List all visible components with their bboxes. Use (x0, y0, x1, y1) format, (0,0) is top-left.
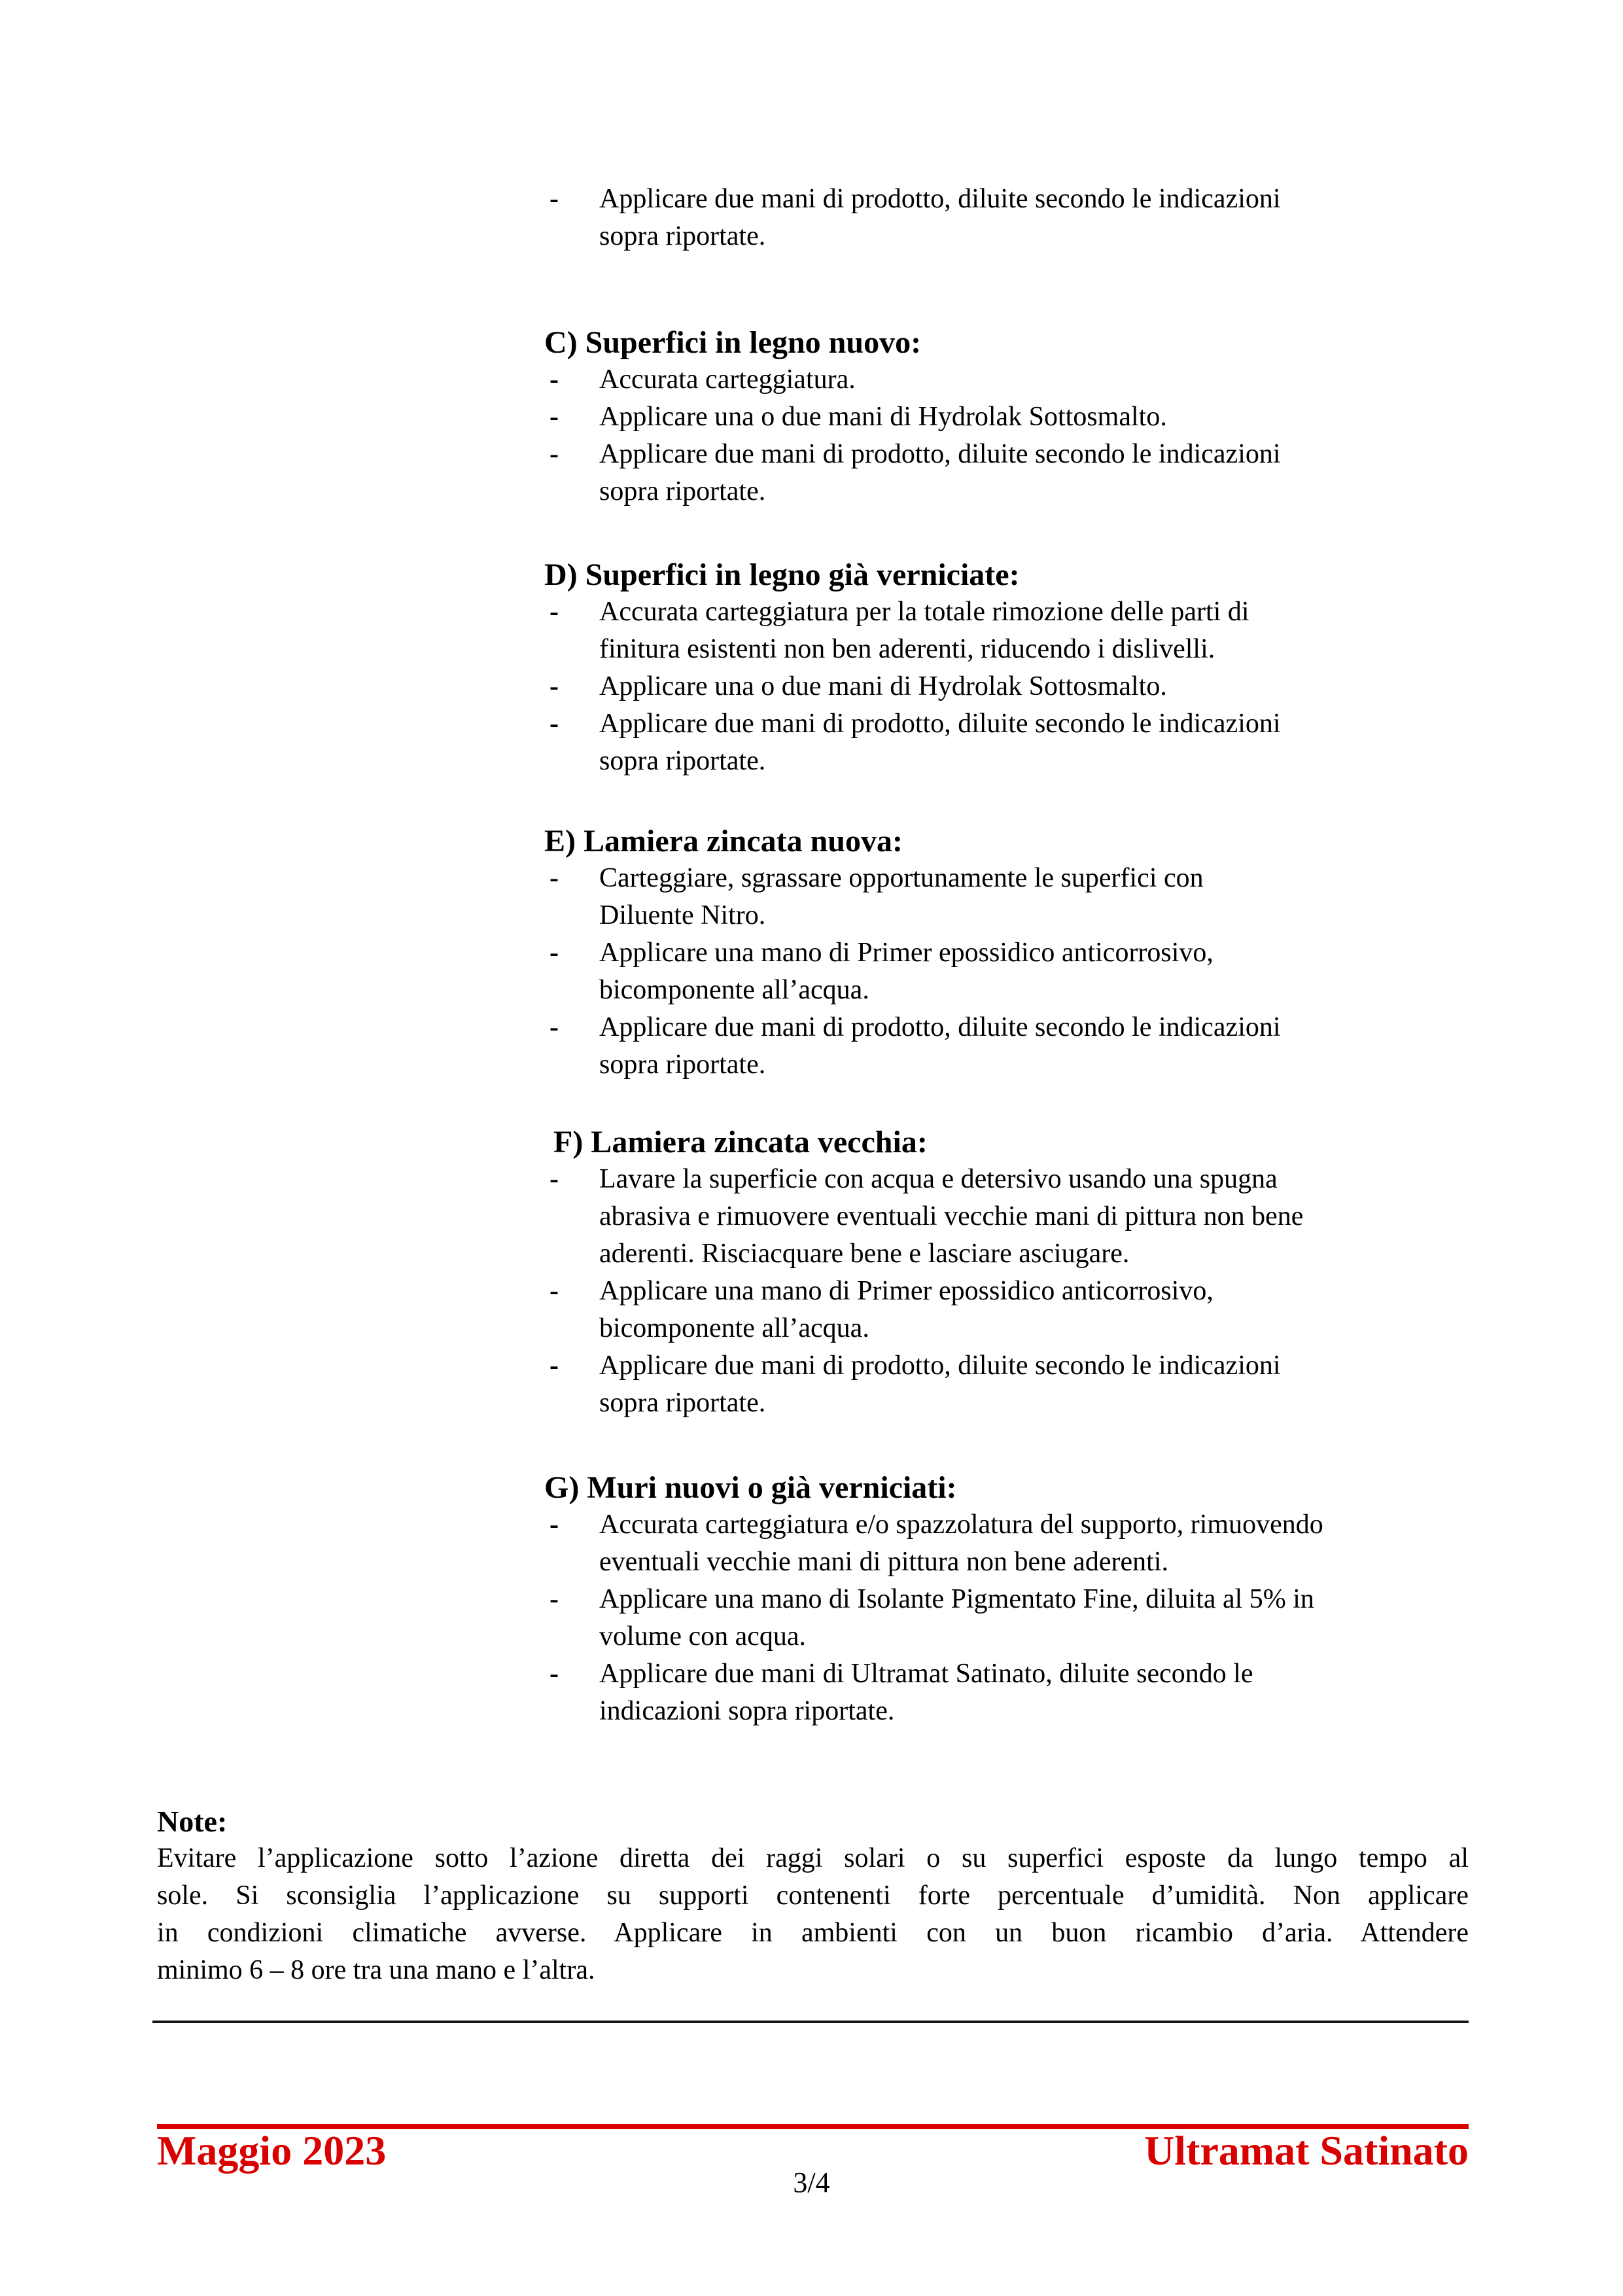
section-heading: F) Lamiera zincata vecchia: (553, 1125, 928, 1159)
list-item (544, 1161, 1526, 1273)
text-line: Applicare una o due mani di Hydrolak Sottosmalto. (599, 671, 1167, 701)
text-line: Applicare due mani di prodotto, diluite secondo le indicazioni (599, 1012, 1281, 1042)
page-number: 3/4 (793, 2166, 830, 2199)
text-line: Accurata carteggiatura e/o spazzolatura del supporto, rimuovendo (599, 1510, 1323, 1540)
text-line: sopra riportate. (599, 1388, 766, 1418)
list-item (544, 1506, 1526, 1581)
text-line: Applicare una mano di Primer epossidico anticorrosivo, (599, 938, 1213, 968)
section-heading: G) Muri nuovi o già verniciati: (544, 1470, 957, 1505)
footer-product: Ultramat Satinato (1144, 2127, 1469, 2174)
bullet-dash: - (550, 1584, 559, 1614)
text-line: Applicare due mani di Ultramat Satinato, diluite secondo le (599, 1659, 1253, 1689)
section-e (544, 822, 1526, 1084)
text-line: Applicare due mani di prodotto, diluite secondo le indicazioni (599, 184, 1281, 214)
section-d (544, 556, 1526, 780)
text-line: sopra riportate. (599, 1050, 766, 1080)
text-line: Lavare la superficie con acqua e detersivo usando una spugna (599, 1164, 1278, 1194)
text-line: Carteggiare, sgrassare opportunamente le superfici con (599, 863, 1204, 893)
bullet-dash: - (550, 184, 559, 214)
bullet-dash: - (550, 863, 559, 893)
bullet-dash: - (550, 1510, 559, 1540)
list-item (544, 436, 1526, 510)
note-title: Note: (157, 1805, 228, 1838)
section-heading: C) Superfici in legno nuovo: (544, 325, 922, 360)
bullet-dash: - (550, 364, 559, 395)
text-line: Evitare l’applicazione sotto l’azione diretta dei raggi solari o su superfici esposte da lungo tempo al (157, 1843, 1469, 1873)
note-section (157, 1803, 1469, 1989)
text-line: Applicare due mani di prodotto, diluite secondo le indicazioni (599, 1351, 1281, 1381)
text-line: Accurata carteggiatura per la totale rimozione delle parti di (599, 597, 1249, 627)
text-line: indicazioni sopra riportate. (599, 1696, 895, 1726)
text-line: Applicare due mani di prodotto, diluite secondo le indicazioni (599, 439, 1281, 469)
list-item (544, 1581, 1526, 1655)
text-line: Applicare due mani di prodotto, diluite secondo le indicazioni (599, 709, 1281, 739)
intro-bullet-block (544, 181, 1526, 255)
text-line: Diluente Nitro. (599, 900, 766, 930)
text-line: abrasiva e rimuovere eventuali vecchie mani di pittura non bene (599, 1201, 1304, 1231)
text-line: bicomponente all’acqua. (599, 1313, 869, 1343)
bullet-text (599, 181, 1526, 255)
bullet-dash: - (550, 1012, 559, 1042)
text-line: bicomponente all’acqua. (599, 975, 869, 1005)
bullet-dash: - (550, 938, 559, 968)
text-line: Applicare una o due mani di Hydrolak Sottosmalto. (599, 402, 1167, 432)
list-item (544, 1347, 1526, 1422)
text-line: Applicare una mano di Isolante Pigmentato Fine, diluita al 5% in (599, 1584, 1314, 1614)
list-item (544, 593, 1526, 668)
text-line: minimo 6 – 8 ore tra una mano e l’altra. (157, 1955, 595, 1985)
section-f (544, 1123, 1526, 1422)
bullet-dash: - (550, 1276, 559, 1306)
list-item (544, 361, 1526, 398)
text-line: sole. Si sconsiglia l’applicazione su supporti contenenti forte percentuale d’umidità. Non applicare (157, 1881, 1469, 1911)
section-c (544, 324, 1526, 510)
text-line: Applicare una mano di Primer epossidico anticorrosivo, (599, 1276, 1213, 1306)
list-item (544, 1009, 1526, 1084)
bullet-dash: - (550, 1659, 559, 1689)
divider-line (152, 2021, 1469, 2023)
section-heading: D) Superfici in legno già verniciate: (544, 557, 1020, 592)
list-item (544, 1273, 1526, 1347)
bullet-dash: - (550, 402, 559, 432)
text-line: aderenti. Risciacquare bene e lasciare asciugare. (599, 1239, 1130, 1269)
list-item (544, 181, 1526, 255)
bullet-dash: - (550, 1164, 559, 1194)
text-line: eventuali vecchie mani di pittura non bene aderenti. (599, 1547, 1168, 1577)
list-item (544, 668, 1526, 705)
text-line: finitura esistenti non ben aderenti, riducendo i dislivelli. (599, 634, 1215, 664)
footer-date: Maggio 2023 (157, 2127, 387, 2174)
section-g (544, 1469, 1526, 1730)
list-item (544, 398, 1526, 436)
section-heading: E) Lamiera zincata nuova: (544, 824, 903, 858)
bullet-dash: - (550, 1351, 559, 1381)
list-item (544, 860, 1526, 934)
text-line: in condizioni climatiche avverse. Applicare in ambienti con un buon ricambio d’aria. Attendere (157, 1918, 1469, 1948)
bullet-dash: - (550, 439, 559, 469)
text-line: sopra riportate. (599, 221, 766, 251)
bullet-dash: - (550, 671, 559, 701)
text-line: sopra riportate. (599, 476, 766, 506)
text-line: volume con acqua. (599, 1621, 807, 1651)
list-item (544, 1655, 1526, 1730)
bullet-dash: - (550, 709, 559, 739)
bullet-dash: - (550, 597, 559, 627)
list-item (544, 705, 1526, 780)
list-item (544, 934, 1526, 1009)
text-line: Accurata carteggiatura. (599, 364, 856, 395)
text-line: sopra riportate. (599, 746, 766, 776)
